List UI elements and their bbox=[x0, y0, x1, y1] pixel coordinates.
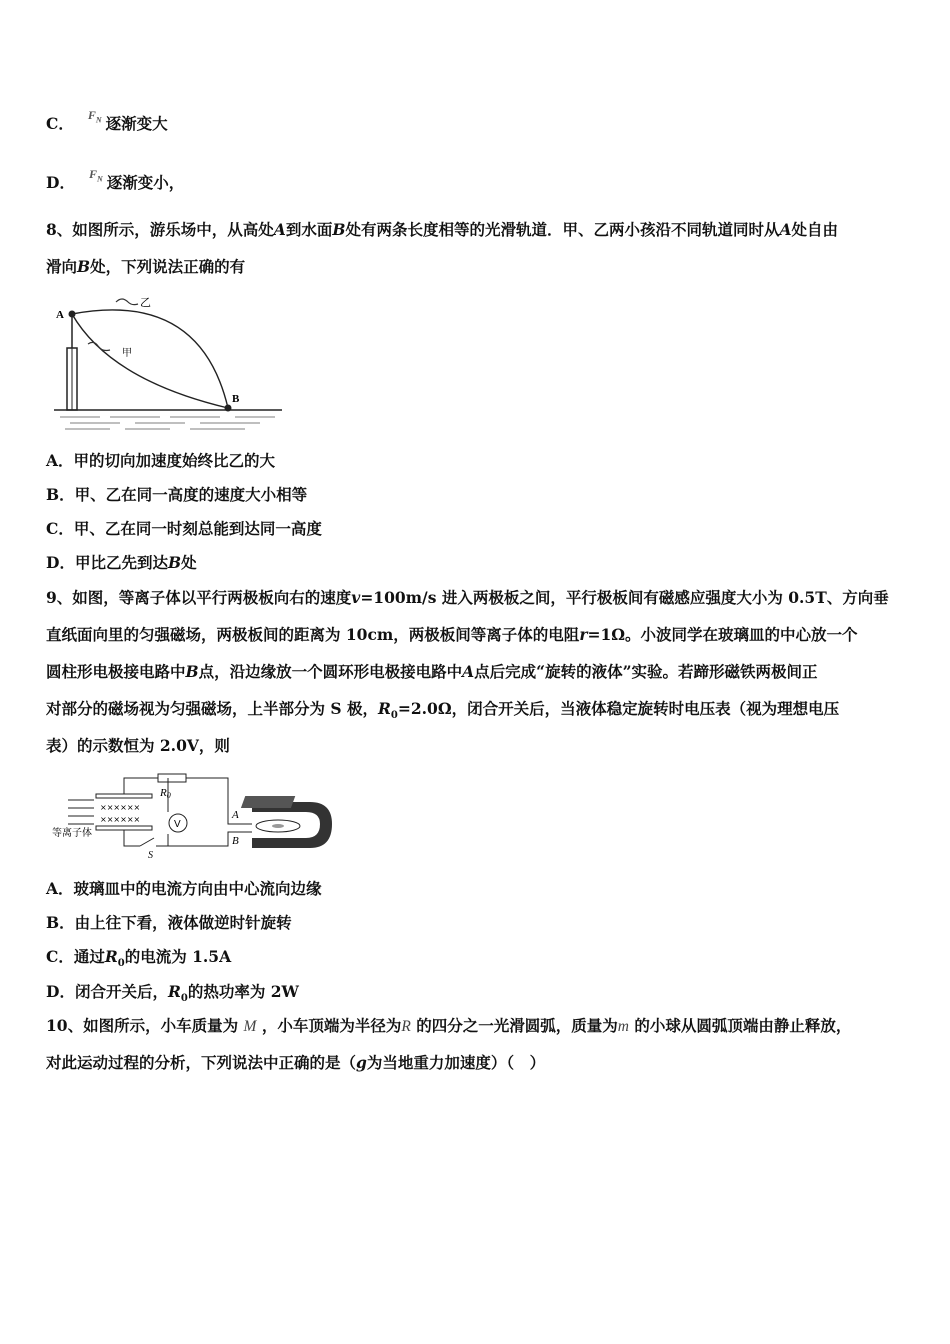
kid-jia-icon bbox=[88, 342, 110, 350]
magnet-top-icon bbox=[241, 796, 295, 808]
plasma-arrows bbox=[68, 800, 94, 824]
label-s: S bbox=[148, 850, 153, 861]
label-plasma: 等离子体 bbox=[52, 828, 92, 839]
label-b: B bbox=[232, 393, 240, 405]
resistor-r0 bbox=[158, 774, 186, 782]
q8-figure-slides bbox=[50, 290, 290, 440]
q9-option-a: A．玻璃皿中的电流方向由中心流向边缘 bbox=[46, 879, 322, 898]
q9-option-d: D．闭合开关后，$R_0$的热功率为 2W bbox=[46, 982, 299, 1005]
q7-option-c: C． $^{F_N}$ 逐渐变大 bbox=[46, 108, 168, 133]
q9-option-b: B．由上往下看，液体做逆时针旋转 bbox=[46, 913, 292, 932]
q9-stem-line4: 对部分的磁场视为匀强磁场，上半部分为 S 极，$R_0=2.0\Omega$，闭合开关后，当液体稳定旋转时电压表（视为理想电压 bbox=[46, 699, 840, 722]
q8-stem-line2: 滑向B处，下列说法正确的有 bbox=[46, 257, 246, 276]
center-electrode-icon bbox=[272, 824, 284, 828]
label-a: A bbox=[56, 309, 64, 321]
label-jia: 甲 bbox=[122, 348, 132, 359]
water-hatching bbox=[60, 417, 275, 429]
label-r0: R0 bbox=[160, 787, 171, 800]
q9-stem-line5: 表）的示数恒为 2.0V，则 bbox=[46, 736, 230, 755]
svg-text:××××××: ×××××× bbox=[100, 803, 141, 812]
q8-option-c: C．甲、乙在同一时刻总能到达同一高度 bbox=[46, 519, 322, 538]
q9-stem-line3: 圆柱形电极接电路中B点，沿边缘放一个圆环形电极接电路中A点后完成“旋转的液体”实验。若蹄形磁铁两极间正 bbox=[46, 662, 818, 681]
svg-text:V: V bbox=[174, 819, 181, 830]
label-b: B bbox=[232, 835, 239, 847]
q8-option-b: B．甲、乙在同一高度的速度大小相等 bbox=[46, 485, 308, 504]
q10-stem-line1: 10、如图所示，小车质量为 M ，小车顶端为半径为R 的四分之一光滑圆弧，质量为m 的小球从圆弧顶端由静止释放， bbox=[46, 1016, 852, 1035]
q9-stem-line1: 9、如图，等离子体以平行两极板向右的速度v=100m/s 进入两极板之间，平行极板间有磁感应强度大小为 0.5T、方向垂 bbox=[46, 588, 889, 607]
svg-text:××××××: ×××××× bbox=[100, 815, 141, 824]
switch-s[interactable] bbox=[140, 838, 154, 846]
q9-stem-line2: 直纸面向里的匀强磁场，两极板间的距离为 10cm，两极板间等离子体的电阻r=1Ω。小波同学在玻璃皿的中心放一个 bbox=[46, 625, 858, 644]
q9-option-c: C．通过$R_0$的电流为 1.5A bbox=[46, 947, 232, 970]
label-a: A bbox=[232, 809, 239, 821]
fn-symbol: FN bbox=[87, 108, 102, 125]
lower-plate bbox=[96, 826, 152, 830]
q7-option-d: D． $^{F_N}$ 逐渐变小， bbox=[46, 167, 185, 192]
upper-plate bbox=[96, 794, 152, 798]
track-yi bbox=[72, 310, 228, 408]
q8-stem-line1: 8、如图所示，游乐场中，从高处A到水面B处有两条长度相等的光滑轨道．甲、乙两小孩沿不同轨道同时从A处自由 bbox=[46, 220, 839, 239]
q8-option-d: D．甲比乙先到达B处 bbox=[46, 553, 197, 572]
q10-stem-line2: 对此运动过程的分析，下列说法中正确的是（g为当地重力加速度）（ ） bbox=[46, 1053, 546, 1072]
fn-symbol: FN bbox=[88, 167, 103, 184]
q8-option-a: A．甲的切向加速度始终比乙的大 bbox=[46, 451, 276, 470]
kid-yi-icon bbox=[116, 299, 138, 305]
q9-figure-circuit bbox=[48, 772, 338, 862]
track-jia bbox=[72, 314, 228, 408]
label-yi: 乙 bbox=[140, 296, 151, 309]
